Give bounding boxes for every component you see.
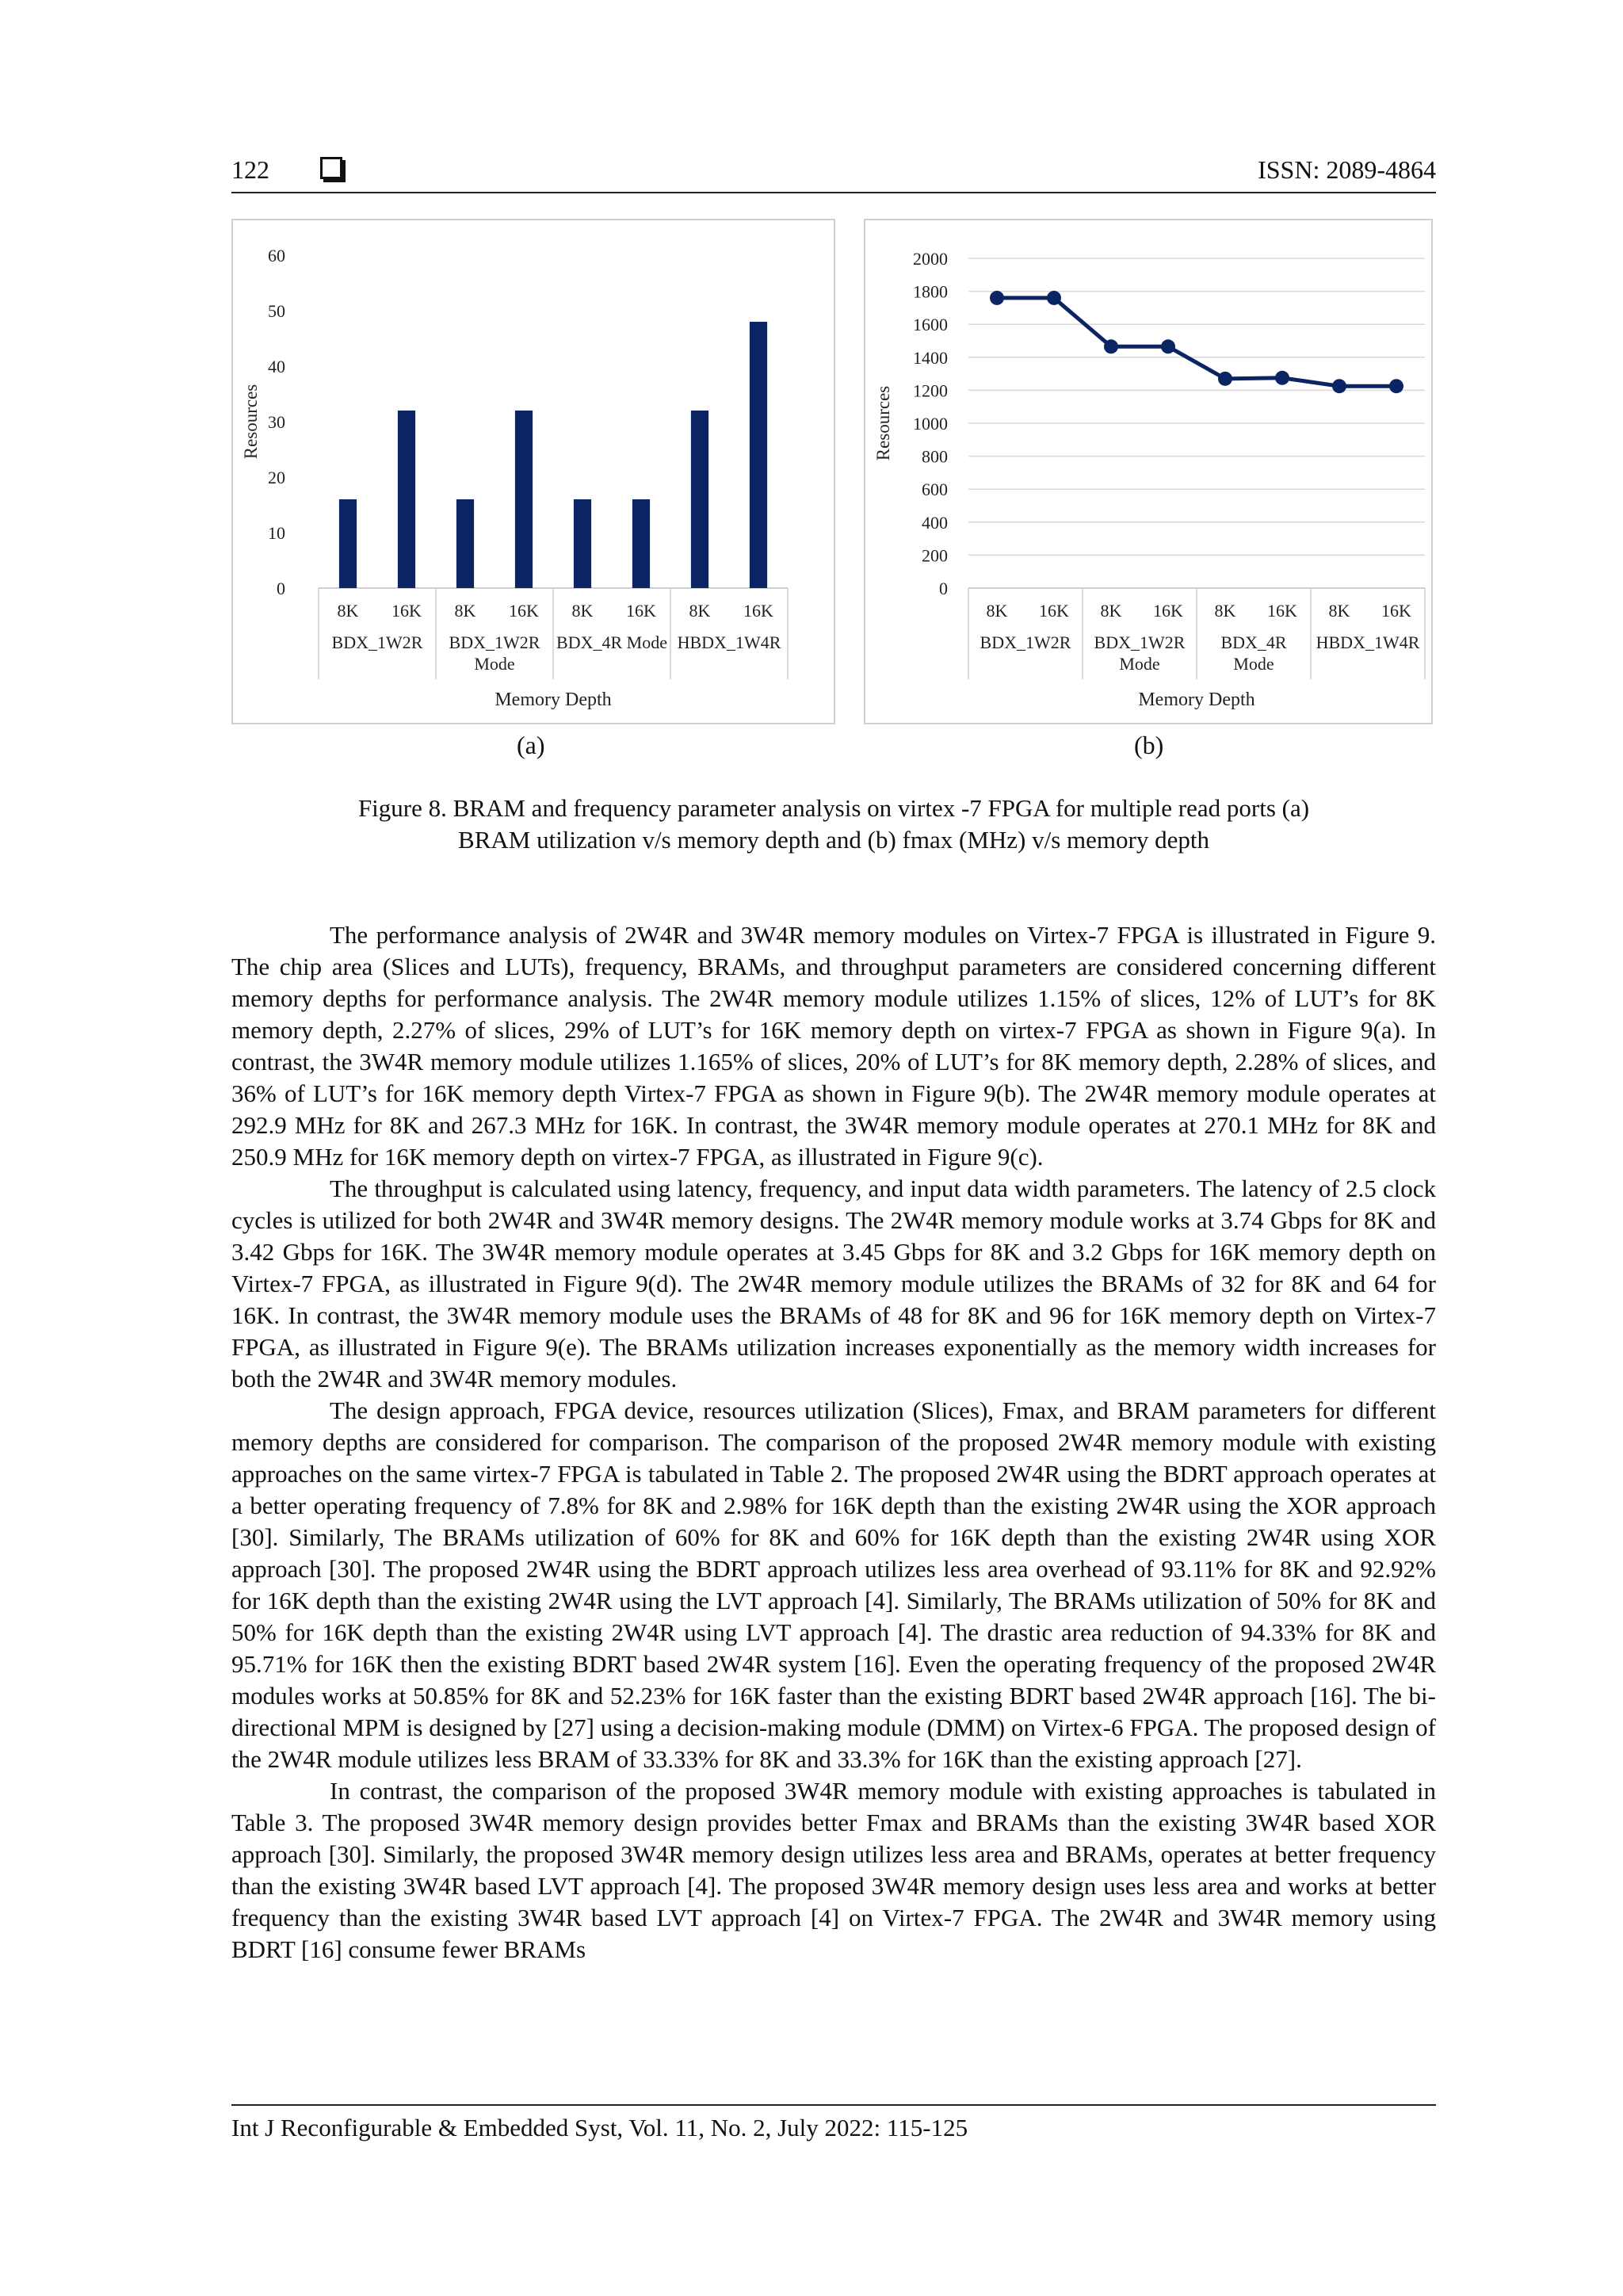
page-footer [231,2104,1436,2142]
x-tick-label: 8K [1214,601,1236,621]
y-tick-label: 1600 [913,315,948,335]
y-tick-label: 20 [268,468,285,487]
x-tick-label: 16K [743,601,773,621]
figure-caption [231,793,1436,856]
y-tick-label: 1800 [913,281,948,302]
bram-bar-chart [231,219,835,724]
paragraph: In contrast, the comparison of the proposed 3W4R memory module with existing approaches is tabulated in Table 3. The proposed 3W4R memory design provides better Fmax and BRAMs than the existing 3W4R based XOR approach [30]. Similarly, the proposed 3W4R memory design utilizes less area and BRAMs, operates at better frequency than the existing 3W4R based LVT approach [4]. The proposed 3W4R memory design uses less area and works at better frequency than the existing 3W4R based LVT approach [4] on Virtex-7 FPGA. The 2W4R and 3W4R memory using BDRT [16] consume fewer BRAMs [231,1777,1436,1963]
caption-line-1: Figure 8. BRAM and frequency parameter analysis on virtex -7 FPGA for multiple read ports (a) [357,794,1310,822]
bar [398,411,415,588]
group-label: HBDX_1W4R [1316,632,1420,652]
y-tick-label: 600 [922,479,948,500]
data-point [1161,339,1175,353]
x-axis-title: Memory Depth [1138,690,1255,710]
y-tick-label: 1200 [913,380,948,401]
sublabel-b: (b) [1134,731,1164,759]
y-tick-label: 40 [268,357,285,376]
bar [574,499,591,588]
y-tick-label: 30 [268,412,285,432]
fmax-line-chart [864,219,1433,724]
x-tick-label: 16K [1267,601,1297,621]
y-tick-label: 800 [922,446,948,467]
group-label: BDX_1W2R [980,632,1071,652]
group-label: Mode [1119,654,1160,674]
data-point [1332,379,1346,393]
bar [515,411,533,588]
paragraph: The throughput is calculated using latency, frequency, and input data width parameters. The latency of 2.5 clock cycles is utilized for both 2W4R and 3W4R memory designs. The 2W4R memory module works at 3.74 Gbps for 8K and 3.42 Gbps for 16K. The 3W4R memory module operates at 3.45 Gbps for 8K and 3.2 Gbps for 16K memory depth on Virtex-7 FPGA, as illustrated in Figure 9(d). The 2W4R memory module utilizes the BRAMs of 32 for 8K and 64 for 16K. In contrast, the 3W4R memory module uses the BRAMs of 48 for 8K and 96 for 16K memory depth on Virtex-7 FPGA, as illustrated in Figure 9(e). The BRAMs utilization increases exponentially as the memory width increases for both the 2W4R and 3W4R memory modules. [231,1175,1436,1392]
footer-citation: Int J Reconfigurable & Embedded Syst, Vol. 11, No. 2, July 2022: 115-125 [231,2114,968,2141]
y-tick-label: 2000 [913,249,948,269]
data-point [1218,372,1232,386]
y-tick-label: 0 [939,579,948,598]
y-axis-title: Resources [873,385,893,461]
issn: ISSN: 2089-4864 [1258,155,1436,184]
line-chart-svg [865,220,1431,723]
group-label: BDX_4R [1220,632,1287,652]
data-point [1047,291,1061,305]
paragraph: The design approach, FPGA device, resources utilization (Slices), Fmax, and BRAM parameters for different memory depths are considered for comparison. The comparison of the proposed 2W4R memory module with existing approaches on the same virtex-7 FPGA is tabulated in Table 2. The proposed 2W4R using the BDRT approach operates at a better operating frequency of 7.8% for 8K and 2.98% for 16K depth than the existing 2W4R using the XOR approach [30]. Similarly, The BRAMs utilization of 60% for 8K and 60% for 16K depth than the existing 2W4R using XOR approach [30]. The proposed 2W4R using the BDRT approach utilizes less area overhead of 93.11% for 8K and 92.92% for 16K depth than the existing 2W4R using the LVT approach [4]. Similarly, The BRAMs utilization of 50% for 8K and 50% for 16K depth than the existing 2W4R using LVT approach [4]. The drastic area reduction of 94.33% for 8K and 95.71% for 16K then the existing BDRT based 2W4R system [16]. Even the operating frequency of the proposed 2W4R modules works at 50.85% for 8K and 52.23% for 16K faster than the existing BDRT based 2W4R approach [16]. The bi-directional MPM is designed by [27] using a decision-making module (DMM) on Virtex-6 FPGA. The proposed design of the 2W4R module utilizes less BRAM of 33.33% for 8K and 33.3% for 16K than the existing approach [27]. [231,1396,1436,1773]
x-tick-label: 16K [1153,601,1183,621]
x-axis-title: Memory Depth [495,690,612,710]
data-point [1275,371,1289,385]
bar-chart-svg [233,220,834,723]
body-text [231,919,1436,1966]
x-tick-label: 16K [391,601,422,621]
page-number: 122 [231,155,269,184]
group-label: Mode [474,654,515,674]
paragraph: The performance analysis of 2W4R and 3W4R memory modules on Virtex-7 FPGA is illustrated in Figure 9. The chip area (Slices and LUTs), frequency, BRAMs, and throughput parameters are considered concerning different memory depths for performance analysis. The 2W4R memory module utilizes 1.15% of slices, 12% of LUT’s for 8K memory depth, 2.27% of slices, 29% of LUT’s for 16K memory depth on virtex-7 FPGA as shown in Figure 9(a). In contrast, the 3W4R memory module utilizes 1.165% of slices, 20% of LUT’s for 8K memory depth, 2.28% of slices, and 36% of LUT’s for 16K memory depth Virtex-7 FPGA as shown in Figure 9(b). The 2W4R memory module operates at 292.9 MHz for 8K and 267.3 MHz for 16K. In contrast, the 3W4R memory module operates at 270.1 MHz for 8K and 250.9 MHz for 16K memory depth on virtex-7 FPGA, as illustrated in Figure 9(c). [231,921,1436,1171]
bar [750,322,767,588]
bar [456,499,474,588]
y-tick-label: 60 [268,246,285,266]
group-label: Mode [1233,654,1274,674]
x-tick-label: 8K [1328,601,1350,621]
y-tick-label: 0 [277,579,285,598]
group-label: BDX_1W2R [331,632,423,652]
x-tick-label: 16K [1381,601,1411,621]
sublabel-a: (a) [517,731,545,759]
y-tick-label: 1400 [913,347,948,368]
y-tick-label: 400 [922,512,948,533]
series-line [997,298,1396,386]
x-tick-label: 8K [689,601,711,621]
x-tick-label: 16K [509,601,539,621]
x-tick-label: 8K [571,601,594,621]
x-tick-label: 8K [337,601,359,621]
x-tick-label: 8K [1100,601,1122,621]
bar [691,411,708,588]
y-axis-title: Resources [241,384,261,460]
group-label: HBDX_1W4R [677,632,781,652]
group-label: BDX_1W2R [449,632,540,652]
data-point [1104,339,1118,353]
y-tick-label: 50 [268,301,285,321]
bar [339,499,357,588]
data-point [990,291,1004,305]
page-header [231,152,1436,193]
data-point [1389,379,1403,393]
y-tick-label: 200 [922,545,948,566]
x-tick-label: 16K [626,601,656,621]
bar [632,499,650,588]
caption-line-2: BRAM utilization v/s memory depth and (b) fmax (MHz) v/s memory depth [458,826,1209,854]
y-tick-label: 1000 [913,414,948,434]
x-tick-label: 8K [454,601,476,621]
x-tick-label: 8K [986,601,1008,621]
square-box-icon [320,157,342,179]
group-label: BDX_1W2R [1094,632,1186,652]
x-tick-label: 16K [1039,601,1069,621]
y-tick-label: 10 [268,523,285,543]
group-label: BDX_4R Mode [556,632,667,652]
